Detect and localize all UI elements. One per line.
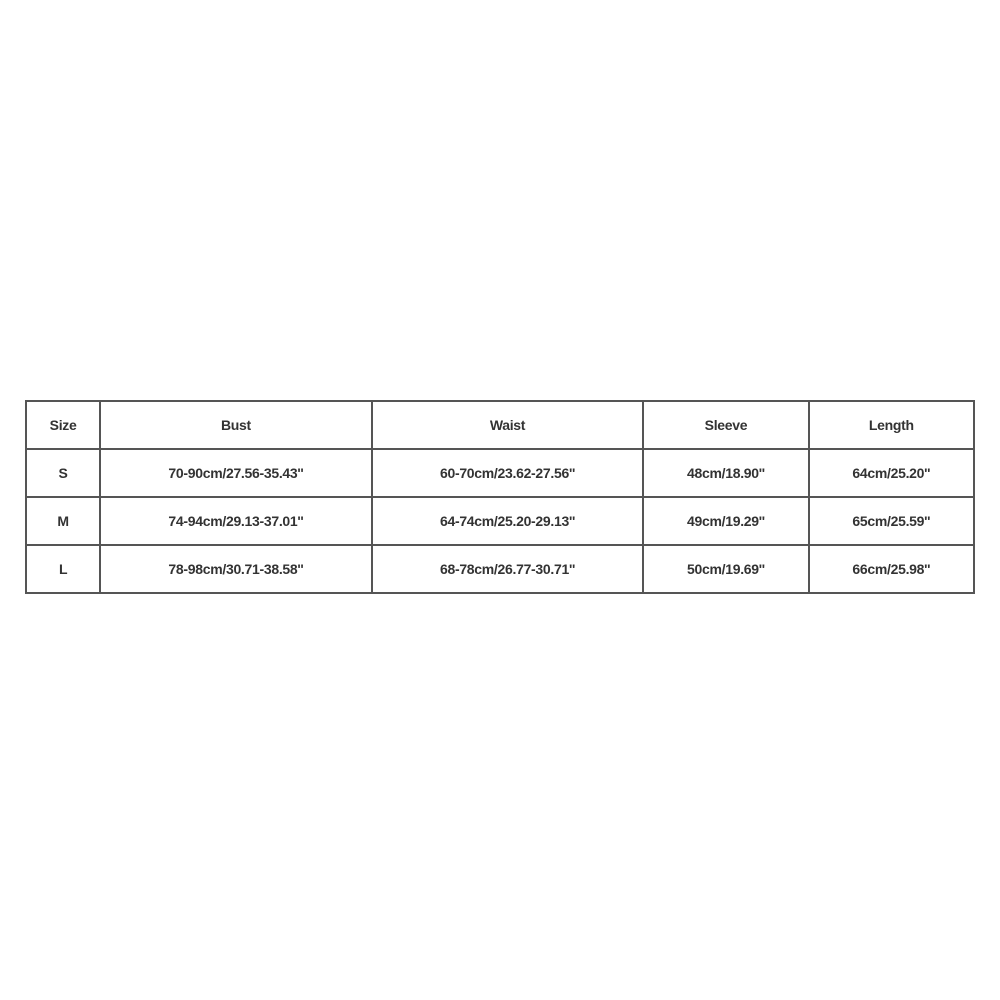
cell-waist: 60-70cm/23.62-27.56'' bbox=[372, 449, 644, 497]
table-row-m bbox=[26, 497, 974, 545]
size-chart-table bbox=[25, 400, 975, 594]
header-waist: Waist bbox=[372, 401, 644, 449]
cell-size: L bbox=[26, 545, 100, 593]
cell-size: M bbox=[26, 497, 100, 545]
cell-size: S bbox=[26, 449, 100, 497]
cell-waist: 68-78cm/26.77-30.71'' bbox=[372, 545, 644, 593]
cell-waist: 64-74cm/25.20-29.13'' bbox=[372, 497, 644, 545]
cell-sleeve: 49cm/19.29'' bbox=[643, 497, 808, 545]
header-length: Length bbox=[809, 401, 974, 449]
header-size: Size bbox=[26, 401, 100, 449]
header-bust: Bust bbox=[100, 401, 372, 449]
header-row bbox=[26, 401, 974, 449]
cell-bust: 78-98cm/30.71-38.58'' bbox=[100, 545, 372, 593]
cell-bust: 74-94cm/29.13-37.01'' bbox=[100, 497, 372, 545]
cell-sleeve: 50cm/19.69'' bbox=[643, 545, 808, 593]
table-row-s bbox=[26, 449, 974, 497]
cell-bust: 70-90cm/27.56-35.43'' bbox=[100, 449, 372, 497]
cell-length: 65cm/25.59'' bbox=[809, 497, 974, 545]
header-sleeve: Sleeve bbox=[643, 401, 808, 449]
table-row-l bbox=[26, 545, 974, 593]
cell-length: 66cm/25.98'' bbox=[809, 545, 974, 593]
cell-length: 64cm/25.20'' bbox=[809, 449, 974, 497]
cell-sleeve: 48cm/18.90'' bbox=[643, 449, 808, 497]
